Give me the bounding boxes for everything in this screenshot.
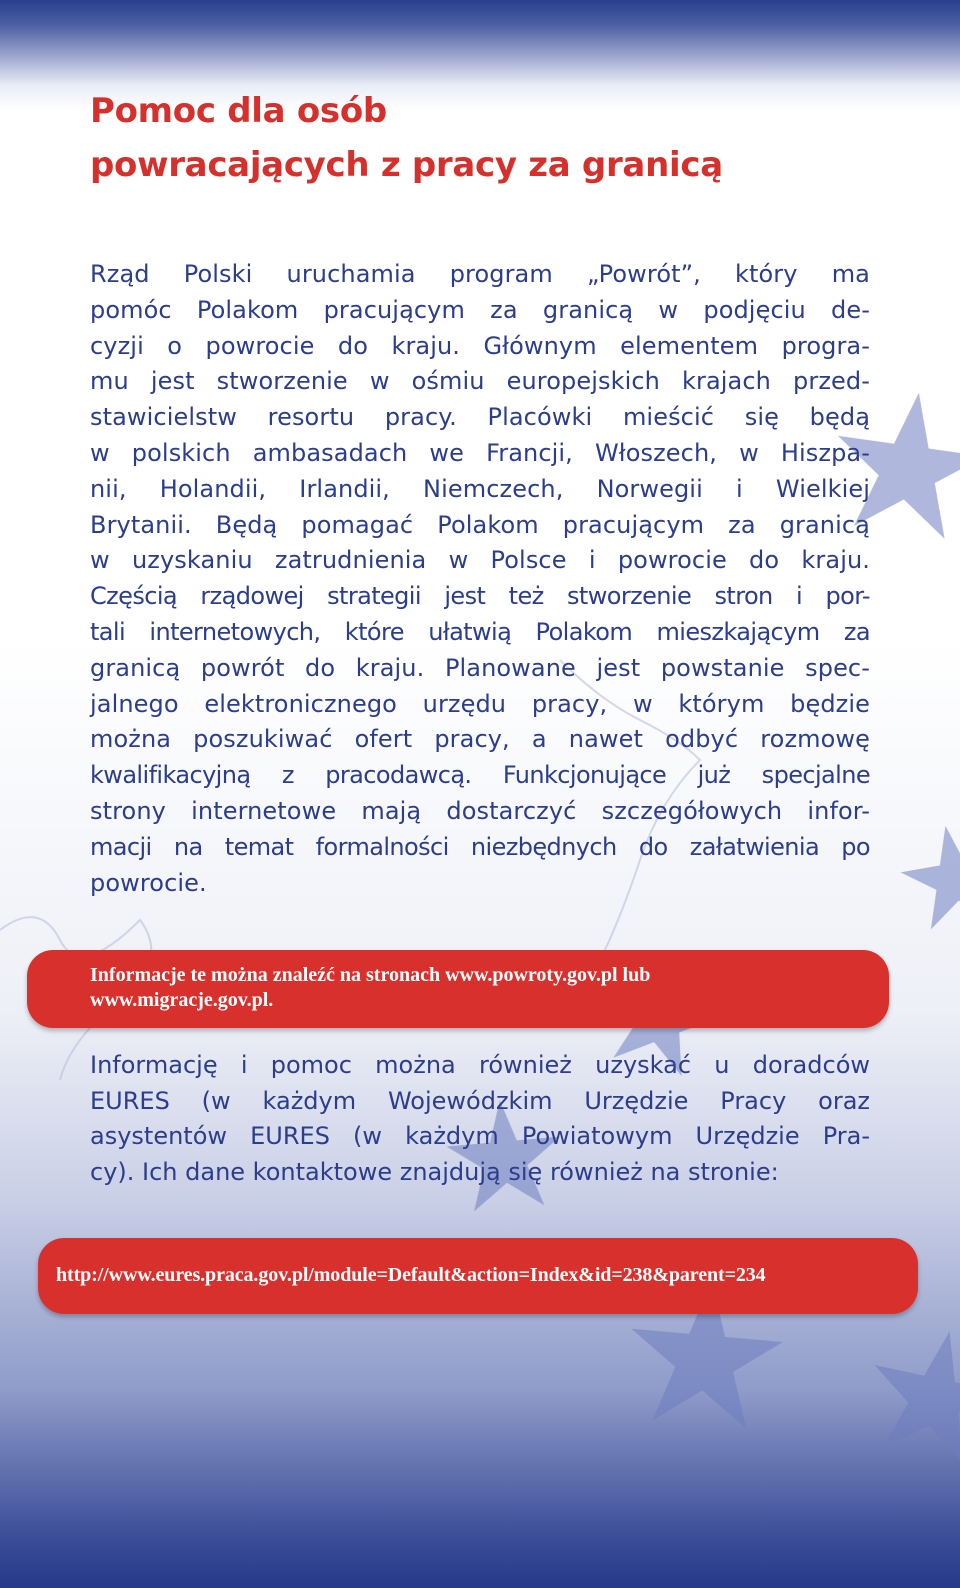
text-line: asystentów EURES (w każdym Powiatowym Urzędzie Pra- [90, 1122, 870, 1150]
page-title [90, 84, 723, 192]
text-line: macji na temat formalności niezbędnych do załatwienia po [90, 832, 870, 861]
text-line: w polskich ambasadach we Francji, Włoszech, w Hiszpa- [90, 438, 870, 467]
text-line: EURES (w każdym Wojewódzkim Urzędzie Pracy oraz [90, 1086, 870, 1115]
text-line: kwalifikacyjną z pracodawcą. Funkcjonujące już specjalne [90, 761, 870, 790]
text-line: tali internetowych, które ułatwią Polakom mieszkającym za [90, 617, 870, 646]
text-line: Informację i pomoc można również uzyskać u doradców [90, 1051, 870, 1079]
text-line: można poszukiwać ofert pracy, a nawet odbyć rozmowę [90, 725, 870, 754]
text-line: stawicielstw resortu pracy. Placówki mieścić się będą [90, 403, 870, 432]
eures-url-link[interactable]: http://www.eures.praca.gov.pl/module=Default&action=Index&id=238&parent=234 [56, 1264, 766, 1286]
text-line: cy). Ich dane kontaktowe znajdują się również na stronie: [90, 1157, 779, 1186]
text-line: nii, Holandii, Irlandii, Niemczech, Norwegii i Wielkiej [90, 474, 870, 503]
text-line: w uzyskaniu zatrudnienia w Polsce i powrocie do kraju. [90, 546, 870, 575]
text-line: mu jest stworzenie w ośmiu europejskich krajach przed- [90, 367, 870, 396]
text-line: granicą powrót do kraju. Planowane jest powstanie spec- [90, 653, 870, 682]
title-line: powracających z pracy za granicą [90, 145, 723, 185]
text-line: Brytanii. Będą pomagać Polakom pracującym za granicą [90, 510, 870, 539]
banner-line: Informacje te można znaleźć na stronach www.powroty.gov.pl lub [90, 964, 651, 986]
text-line: Częścią rządowej strategii jest też stworzenie stron i por- [90, 582, 870, 611]
text-line: jalnego elektronicznego urzędu pracy, w którym będzie [90, 689, 870, 718]
title-line: Pomoc dla osób [90, 91, 387, 131]
text-line: powrocie. [90, 868, 207, 897]
info-banner-websites [27, 950, 889, 1028]
banner-line: www.migracje.gov.pl. [90, 989, 274, 1011]
info-banner-eures-url [38, 1238, 918, 1314]
text-line: strony internetowe mają dostarczyć szczegółowych infor- [90, 796, 870, 825]
text-line: pomóc Polakom pracującym za granicą w podjęciu de- [90, 295, 870, 324]
banner-text [90, 963, 650, 1013]
main-paragraph [90, 257, 870, 901]
text-line: Rząd Polski uruchamia program „Powrót”, który ma [90, 260, 870, 288]
text-line: cyzji o powrocie do kraju. Głównym elementem progra- [90, 331, 870, 360]
eures-paragraph [90, 1048, 870, 1190]
